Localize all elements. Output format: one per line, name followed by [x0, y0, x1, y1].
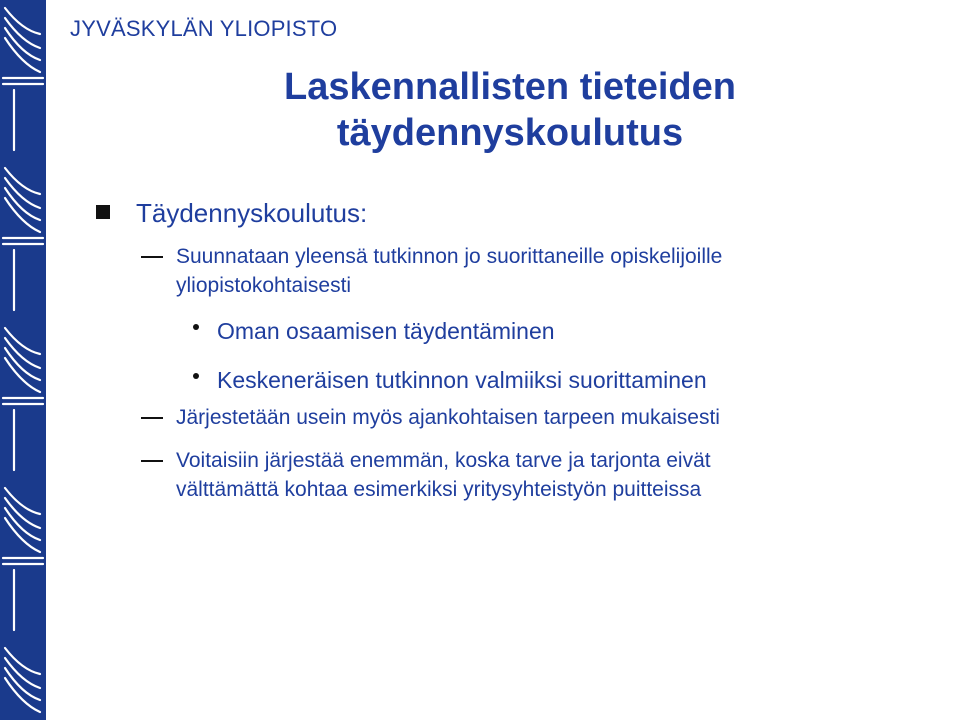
university-name: JYVÄSKYLÄN YLIOPISTO: [70, 16, 338, 41]
sub-point-text: [176, 446, 711, 504]
dash-bullet-icon: [141, 256, 163, 258]
sub-point-line: yliopistokohtaisesti: [176, 274, 352, 297]
sub-point-text: [176, 242, 722, 300]
torch-pattern-icon: [0, 0, 46, 720]
dot-bullet-icon: [193, 324, 199, 330]
torch-emblem: [3, 328, 43, 470]
torch-emblem: [5, 648, 40, 712]
torch-emblem: [3, 8, 43, 150]
slide-title-line: Laskennallisten tieteiden: [284, 66, 736, 108]
slide-title-line: täydennyskoulutus: [336, 112, 684, 154]
sub-point-line: Voitaisiin järjestää enemmän, koska tarve ja tarjonta eivät: [176, 449, 711, 472]
sub-point-line: Suunnataan yleensä tutkinnon jo suorittaneille opiskelijoille: [176, 245, 723, 268]
bullet-point-text: Keskeneräisen tutkinnon valmiiksi suorittaminen: [217, 367, 707, 393]
dot-bullet-icon: [193, 373, 199, 379]
slide-title: [250, 64, 770, 156]
main-point-text: Täydennyskoulutus:: [136, 198, 368, 228]
dash-bullet-icon: [141, 460, 163, 462]
torch-emblem: [3, 488, 43, 630]
sub-point-line: välttämättä kohtaa esimerkiksi yritysyhteistyön puitteissa: [176, 478, 702, 501]
dash-bullet-icon: [141, 417, 163, 419]
square-bullet-icon: [96, 205, 110, 219]
sidebar-pattern: [0, 0, 46, 720]
bullet-point-text: Oman osaamisen täydentäminen: [217, 318, 555, 344]
sub-point-text: Järjestetään usein myös ajankohtaisen tarpeen mukaisesti: [176, 406, 720, 429]
torch-emblem: [3, 168, 43, 310]
